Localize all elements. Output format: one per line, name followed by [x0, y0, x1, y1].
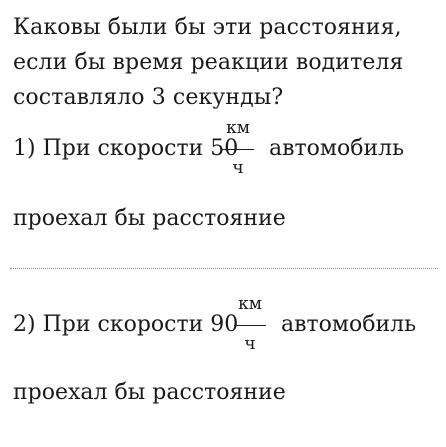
item-1-unit-denominator: ч — [232, 158, 244, 178]
item-1-prefix: 1) При скорости 50 — [13, 136, 239, 161]
question-line-2: если бы время реакции водителя — [13, 50, 404, 75]
item-1-unit-fraction — [220, 118, 256, 180]
item-1-suffix: автомобиль — [269, 136, 405, 161]
question-text — [13, 10, 438, 115]
fraction-bar — [234, 325, 266, 326]
item-2-continuation: проехал бы расстояние — [13, 380, 286, 405]
item-2-unit-fraction — [232, 294, 268, 356]
question-line-1: Каковы были бы эти расстояния, — [13, 15, 402, 40]
answer-line — [10, 268, 438, 269]
item-2-prefix: 2) При скорости 90 — [13, 312, 239, 337]
item-1-unit-numerator: км — [226, 118, 250, 138]
item-2-suffix: автомобиль — [281, 312, 417, 337]
item-2-unit-denominator: ч — [244, 334, 256, 354]
question-line-3: составляло 3 секунды? — [13, 85, 284, 110]
fraction-bar — [222, 149, 254, 150]
item-2-unit-numerator: км — [238, 294, 262, 314]
item-1-continuation: проехал бы расстояние — [13, 206, 286, 231]
